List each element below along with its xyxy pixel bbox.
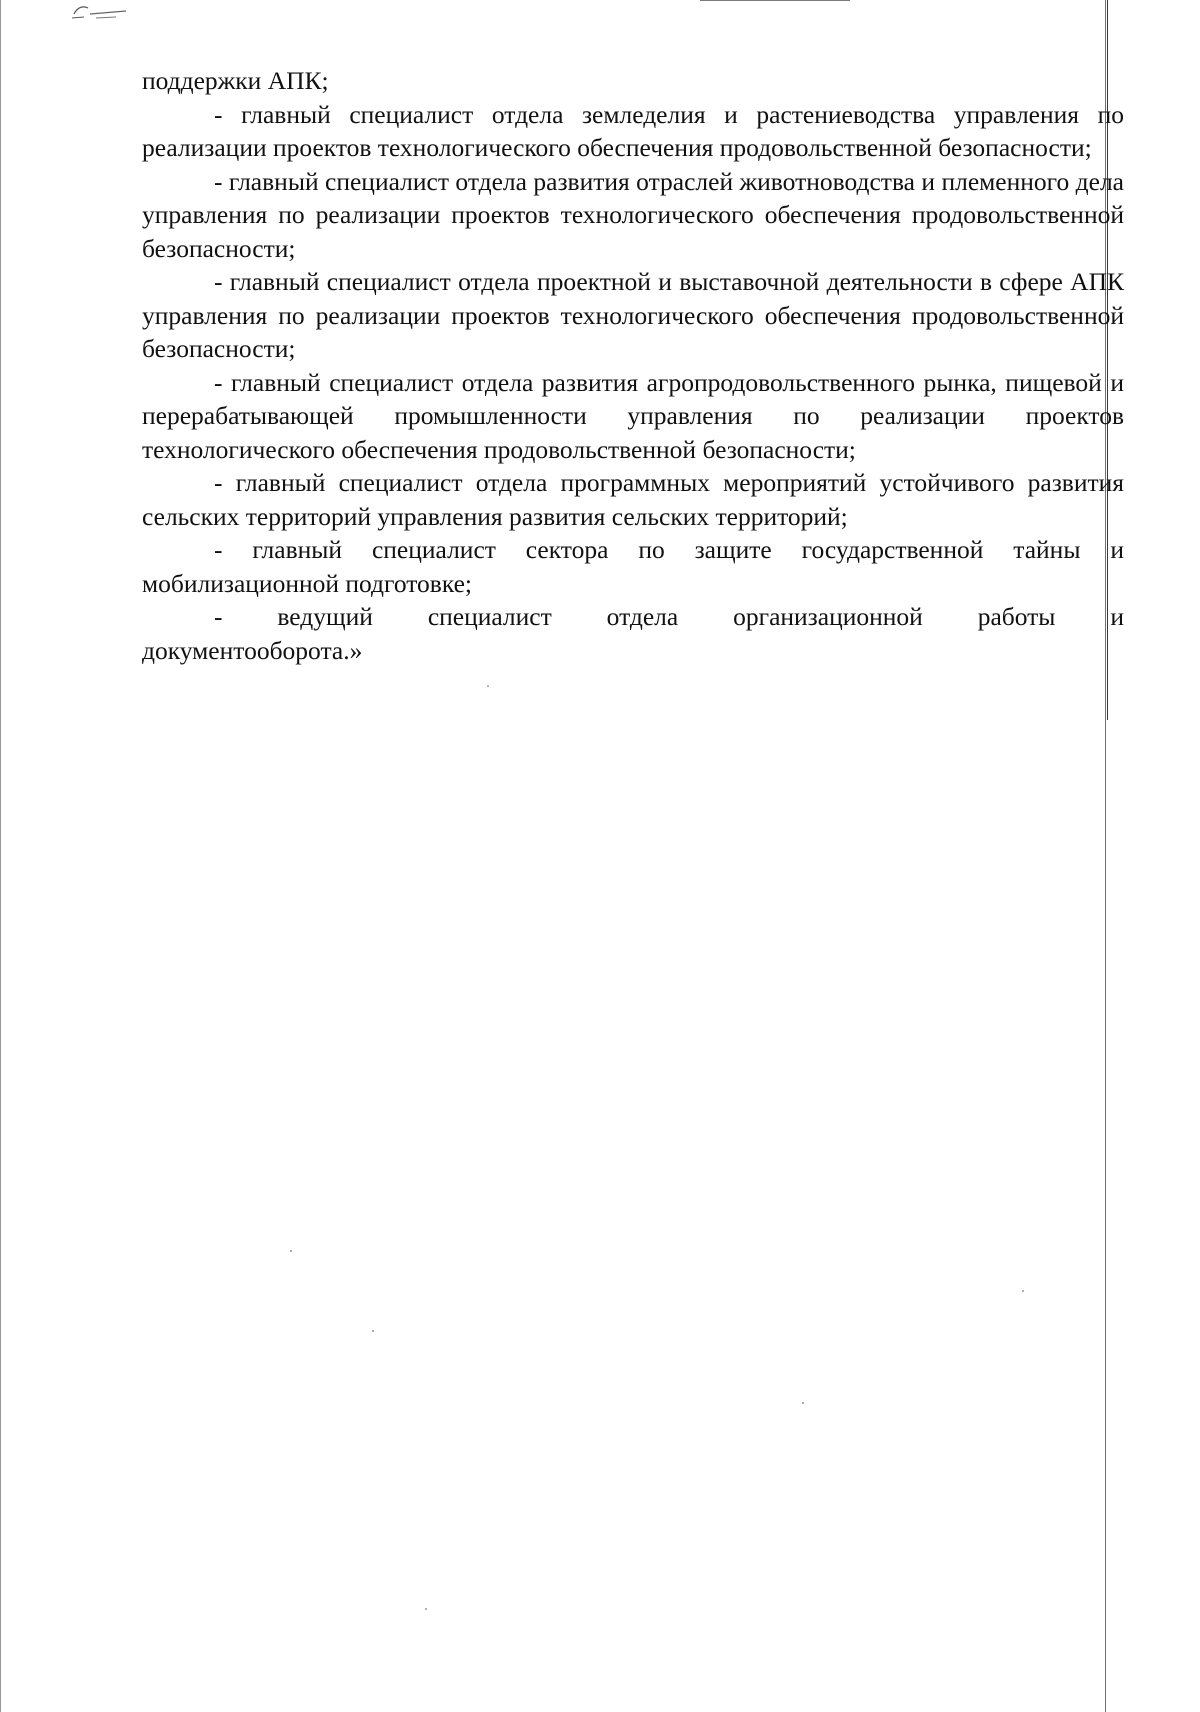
scan-speck: [290, 1250, 292, 1252]
last-item-word: организационной: [733, 602, 923, 631]
list-item: - главный специалист отдела развития отраслей животноводства и племенного дела управления по реализации проектов технологического обеспечения продовольственной безопасности;: [142, 166, 1124, 263]
document-body: [142, 64, 1124, 667]
last-item-first-line: [142, 600, 1124, 634]
scan-speck: [372, 1330, 374, 1332]
scan-edge-left: [0, 0, 1, 1712]
corner-scribble-mark: [70, 2, 130, 22]
scan-top-rule: [700, 0, 850, 1]
list-item: - главный специалист отдела проектной и выставочной деятельности в сфере АПК управления по реализации проектов технологического обеспечения продовольственной безопасности;: [142, 267, 1124, 363]
last-item-word: ведущий: [277, 602, 373, 631]
list-item: - главный специалист отдела программных мероприятий устойчивого развития сельских территорий управления развития сельских территорий;: [142, 468, 1124, 531]
last-item-word: работы: [977, 602, 1056, 631]
list-item: - главный специалист отдела развития агропродовольственного рынка, пищевой и перерабатывающей промышленности управления по реализации проектов технологического обеспечения продовольственной безопасности;: [142, 367, 1124, 464]
last-item-continuation: документооборота.»: [142, 635, 363, 665]
last-item-word: и: [1110, 602, 1124, 631]
opening-line: поддержки АПК;: [142, 66, 329, 95]
scan-speck: [487, 685, 489, 687]
last-item-word: специалист: [427, 602, 552, 631]
scan-speck: [425, 1608, 427, 1610]
list-item: - главный специалист сектора по защите государственной тайны и мобилизационной подготовке;: [142, 535, 1124, 598]
scan-speck: [802, 1402, 804, 1404]
list-item-last: [142, 600, 1124, 667]
last-item-word: отдела: [606, 602, 679, 631]
last-item-word: -: [214, 602, 223, 631]
list-item: - главный специалист отдела земледелия и растениеводства управления по реализации проектов технологического обеспечения продовольственной безопасности;: [142, 99, 1124, 162]
scan-speck: [1022, 1290, 1024, 1292]
